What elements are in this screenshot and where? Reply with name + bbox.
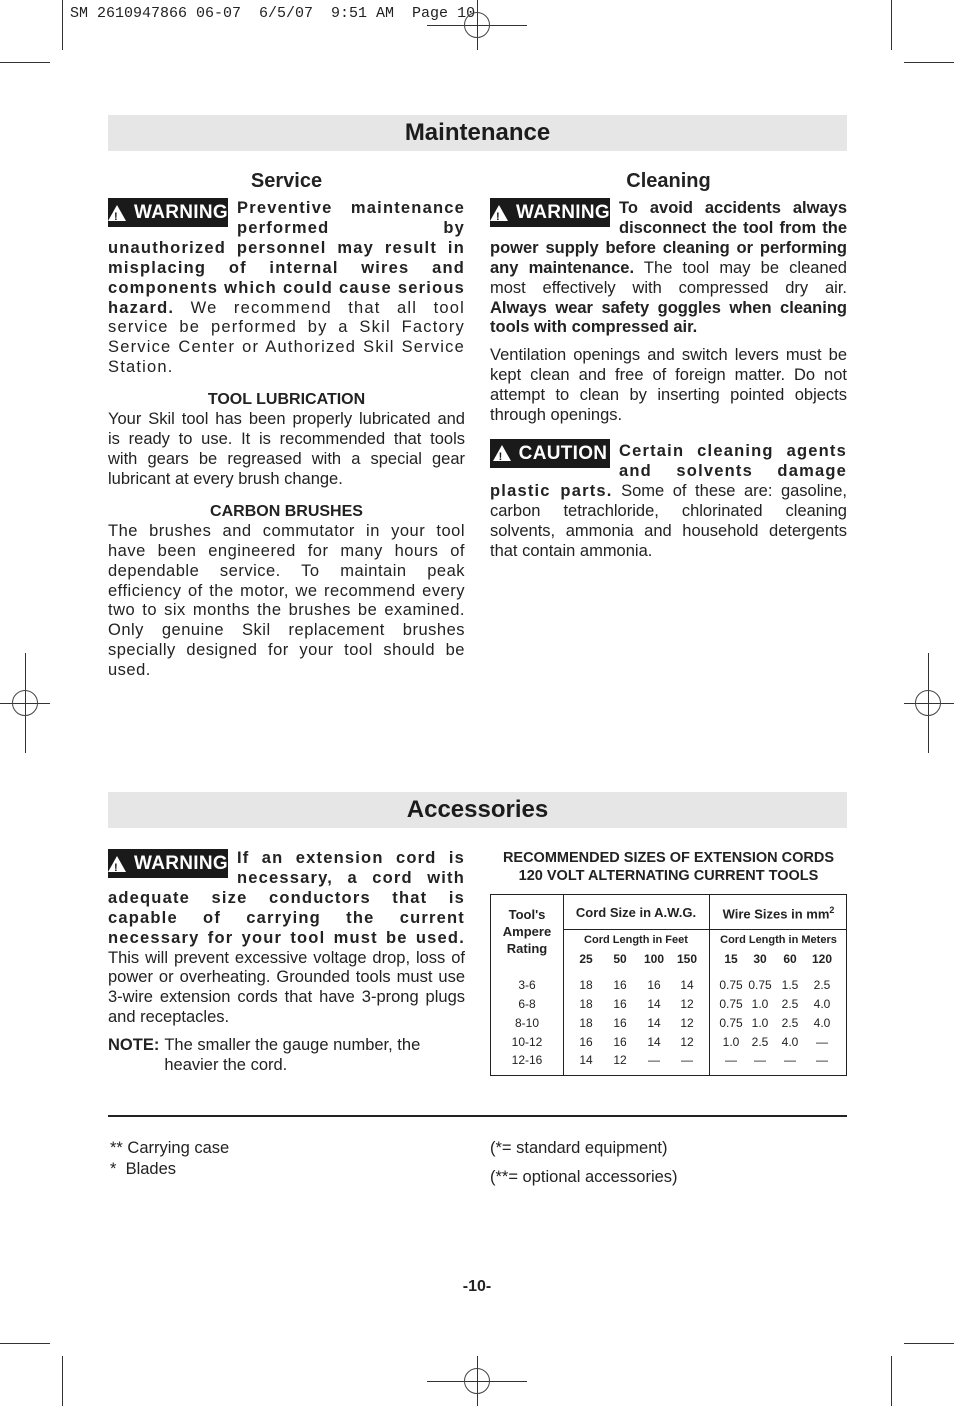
awg-cell: 18 (579, 997, 593, 1011)
table-divider (563, 895, 564, 1075)
cleaning-heading: Cleaning (626, 170, 711, 192)
ampere-rating-cell: 6-8 (518, 997, 536, 1011)
crop-mark (0, 1343, 50, 1344)
cleaning-warning-bold: To avoid accidents always disconnect the tool from the power supply before cleaning or performing any maintenance. (490, 199, 847, 277)
awg-cell: 16 (613, 978, 627, 992)
cleaning-section (490, 169, 847, 561)
mm-cell: 4.0 (813, 997, 831, 1011)
note-label: NOTE: (108, 1036, 160, 1055)
equipment-legend (490, 1138, 678, 1188)
extension-cord-table-title: RECOMMENDED SIZES OF EXTENSION CORDS 120 VOLT ALTERNATING CURRENT TOOLS (502, 850, 835, 884)
warning-badge (490, 198, 610, 227)
cleaning-warning-text: The tool may be cleaned most effectively with compressed dry air. (490, 258, 847, 297)
awg-cell: 18 (579, 978, 593, 992)
footer-rule (108, 1115, 847, 1117)
awg-cell: — (681, 1053, 693, 1067)
meters-column-header: 30 (753, 952, 767, 966)
extension-cord-warning-bold: If an extension cord is necessary, a cord with adequate size conductors that is capable of carrying the current necessary for your tool must be used. (108, 849, 465, 947)
mm-cell: 1.0 (751, 1016, 769, 1030)
registration-mark-top (464, 12, 490, 38)
crop-mark (891, 1356, 892, 1406)
mm-cell: — (725, 1053, 737, 1067)
accessory-item: * Blades (110, 1160, 177, 1178)
awg-cell: 12 (613, 1053, 627, 1067)
service-warning-bold: Preventive maintenance performed by unauthorized personnel may result in misplacing of internal wires and components which could cause serious hazard. (108, 199, 465, 317)
warning-label: WARNING (134, 201, 228, 223)
caution-triangle-icon: ! (493, 445, 511, 461)
caution-label: CAUTION (518, 442, 608, 464)
crop-mark (0, 62, 50, 63)
awg-header: Cord Size in A.W.G. (575, 905, 697, 920)
mm-cell: 0.75 (719, 997, 743, 1011)
mm-cell: — (784, 1053, 796, 1067)
ampere-rating-cell: 10-12 (511, 1035, 543, 1049)
registration-mark-right (915, 690, 941, 716)
awg-cell: — (648, 1053, 660, 1067)
warning-badge (108, 849, 228, 878)
mm-cell: 0.75 (719, 978, 743, 992)
page-number: -10- (462, 1278, 492, 1295)
awg-cell: 12 (680, 997, 694, 1011)
awg-cell: 16 (647, 978, 661, 992)
crop-mark (891, 0, 892, 50)
feet-column-header: 100 (643, 952, 665, 966)
print-slug: SM 2610947866 06-07 6/5/07 9:51 AM Page 10 (70, 5, 476, 22)
service-warning-text: We recommend that all tool service be performed by a Skil Factory Service Center or Authorized Skil Service Station. (108, 298, 465, 377)
cleaning-goggles-text: Always wear safety goggles when cleaning tools with compressed air. (490, 298, 847, 337)
mm-cell: 0.75 (748, 978, 772, 992)
crop-mark (904, 1343, 954, 1344)
awg-cell: 16 (613, 997, 627, 1011)
maintenance-heading: Maintenance (108, 115, 847, 151)
caution-badge (490, 439, 610, 468)
awg-cell: 14 (680, 978, 694, 992)
tool-lubrication-text: Your Skil tool has been properly lubricated and is ready to use. It is recommended that tools with gears be regreased with a special gear lubricant at every brush change. (108, 410, 465, 488)
mm-cell: 2.5 (813, 978, 831, 992)
caution-text: Some of these are: gasoline, carbon tetrachloride, chlorinated cleaning solvents, ammonia and household detergents that contain ammonia. (490, 481, 847, 560)
legend-item: (**= optional accessories) (490, 1168, 678, 1186)
mm-cell: 0.75 (719, 1016, 743, 1030)
extension-cord-warning-text: This will prevent excessive voltage drop, loss of power or overheating. Grounded tools must use 3-wire extension cords that have 3-prong plugs and receptacles. (108, 948, 465, 1027)
gauge-note (108, 1036, 465, 1076)
ampere-rating-cell: 12-16 (511, 1053, 543, 1067)
awg-cell: 12 (680, 1016, 694, 1030)
mm-cell: 1.5 (781, 978, 799, 992)
note-text: The smaller the gauge number, the heavier the cord. (164, 1036, 421, 1075)
table-divider (709, 895, 710, 1075)
caution-bold: Certain cleaning agents and solvents damage plastic parts. (490, 441, 847, 500)
mm-cell: 2.5 (781, 1016, 799, 1030)
warning-label: WARNING (516, 201, 610, 223)
ampere-rating-cell: 3-6 (518, 978, 536, 992)
awg-cell: 14 (647, 1035, 661, 1049)
table-divider (563, 929, 846, 930)
awg-cell: 14 (647, 1016, 661, 1030)
accessories-section (108, 848, 465, 1076)
awg-cell: 12 (680, 1035, 694, 1049)
mm-cell: 4.0 (813, 1016, 831, 1030)
service-heading: Service (250, 170, 323, 192)
mm-cell: 1.0 (751, 997, 769, 1011)
crop-mark (904, 62, 954, 63)
registration-mark-bottom (464, 1368, 490, 1394)
ampere-rating-header: Tool's Ampere Rating (502, 907, 552, 956)
awg-cell: 14 (579, 1053, 593, 1067)
ventilation-text: Ventilation openings and switch levers must be kept clean and free of foreign matter. Do not attempt to clean by inserting pointed objects through openings. (490, 346, 847, 425)
warning-triangle-icon: ! (490, 205, 508, 221)
service-section (108, 169, 465, 681)
mm-cell: — (816, 1035, 828, 1049)
meters-column-header: 60 (783, 952, 797, 966)
registration-mark-left (12, 690, 38, 716)
crop-mark (62, 0, 63, 50)
mm-cell: 4.0 (781, 1035, 799, 1049)
mm-cell: 2.5 (781, 997, 799, 1011)
awg-cell: 16 (613, 1035, 627, 1049)
accessory-item: ** Carrying case (110, 1139, 230, 1157)
feet-column-header: 150 (676, 952, 698, 966)
awg-cell: 16 (613, 1016, 627, 1030)
feet-column-header: 50 (613, 952, 627, 966)
meters-column-header: 15 (724, 952, 738, 966)
warning-triangle-icon: ! (108, 856, 126, 872)
meters-subheader: Cord Length in Meters (720, 934, 837, 946)
extension-cord-table (490, 894, 847, 1076)
ampere-rating-cell: 8-10 (514, 1016, 540, 1030)
awg-cell: 14 (647, 997, 661, 1011)
warning-badge (108, 198, 228, 227)
crop-mark (62, 1356, 63, 1406)
accessory-list (110, 1138, 229, 1180)
tool-lubrication-heading: TOOL LUBRICATION (207, 391, 366, 409)
awg-cell: 16 (579, 1035, 593, 1049)
warning-label: WARNING (134, 852, 228, 874)
mm-cell: 2.5 (751, 1035, 769, 1049)
carbon-brushes-text: The brushes and commutator in your tool have been engineered for many hours of dependable service. To maintain peak efficiency of the motor, we recommend every two to six months the brushes be examined. Only genuine Skil replacement brushes specially designed for your tool should be used. (108, 521, 465, 680)
accessories-heading: Accessories (108, 792, 847, 828)
feet-column-header: 25 (579, 952, 593, 966)
awg-cell: 18 (579, 1016, 593, 1030)
mm-cell: — (816, 1053, 828, 1067)
mm-cell: — (754, 1053, 766, 1067)
legend-item: (*= standard equipment) (490, 1139, 668, 1157)
carbon-brushes-heading: CARBON BRUSHES (210, 502, 363, 520)
mm-cell: 1.0 (722, 1035, 740, 1049)
feet-subheader: Cord Length in Feet (584, 934, 688, 946)
mm-header: Wire Sizes in $mm^2$ (722, 905, 835, 922)
warning-triangle-icon: ! (108, 205, 126, 221)
meters-column-header: 120 (811, 952, 833, 966)
